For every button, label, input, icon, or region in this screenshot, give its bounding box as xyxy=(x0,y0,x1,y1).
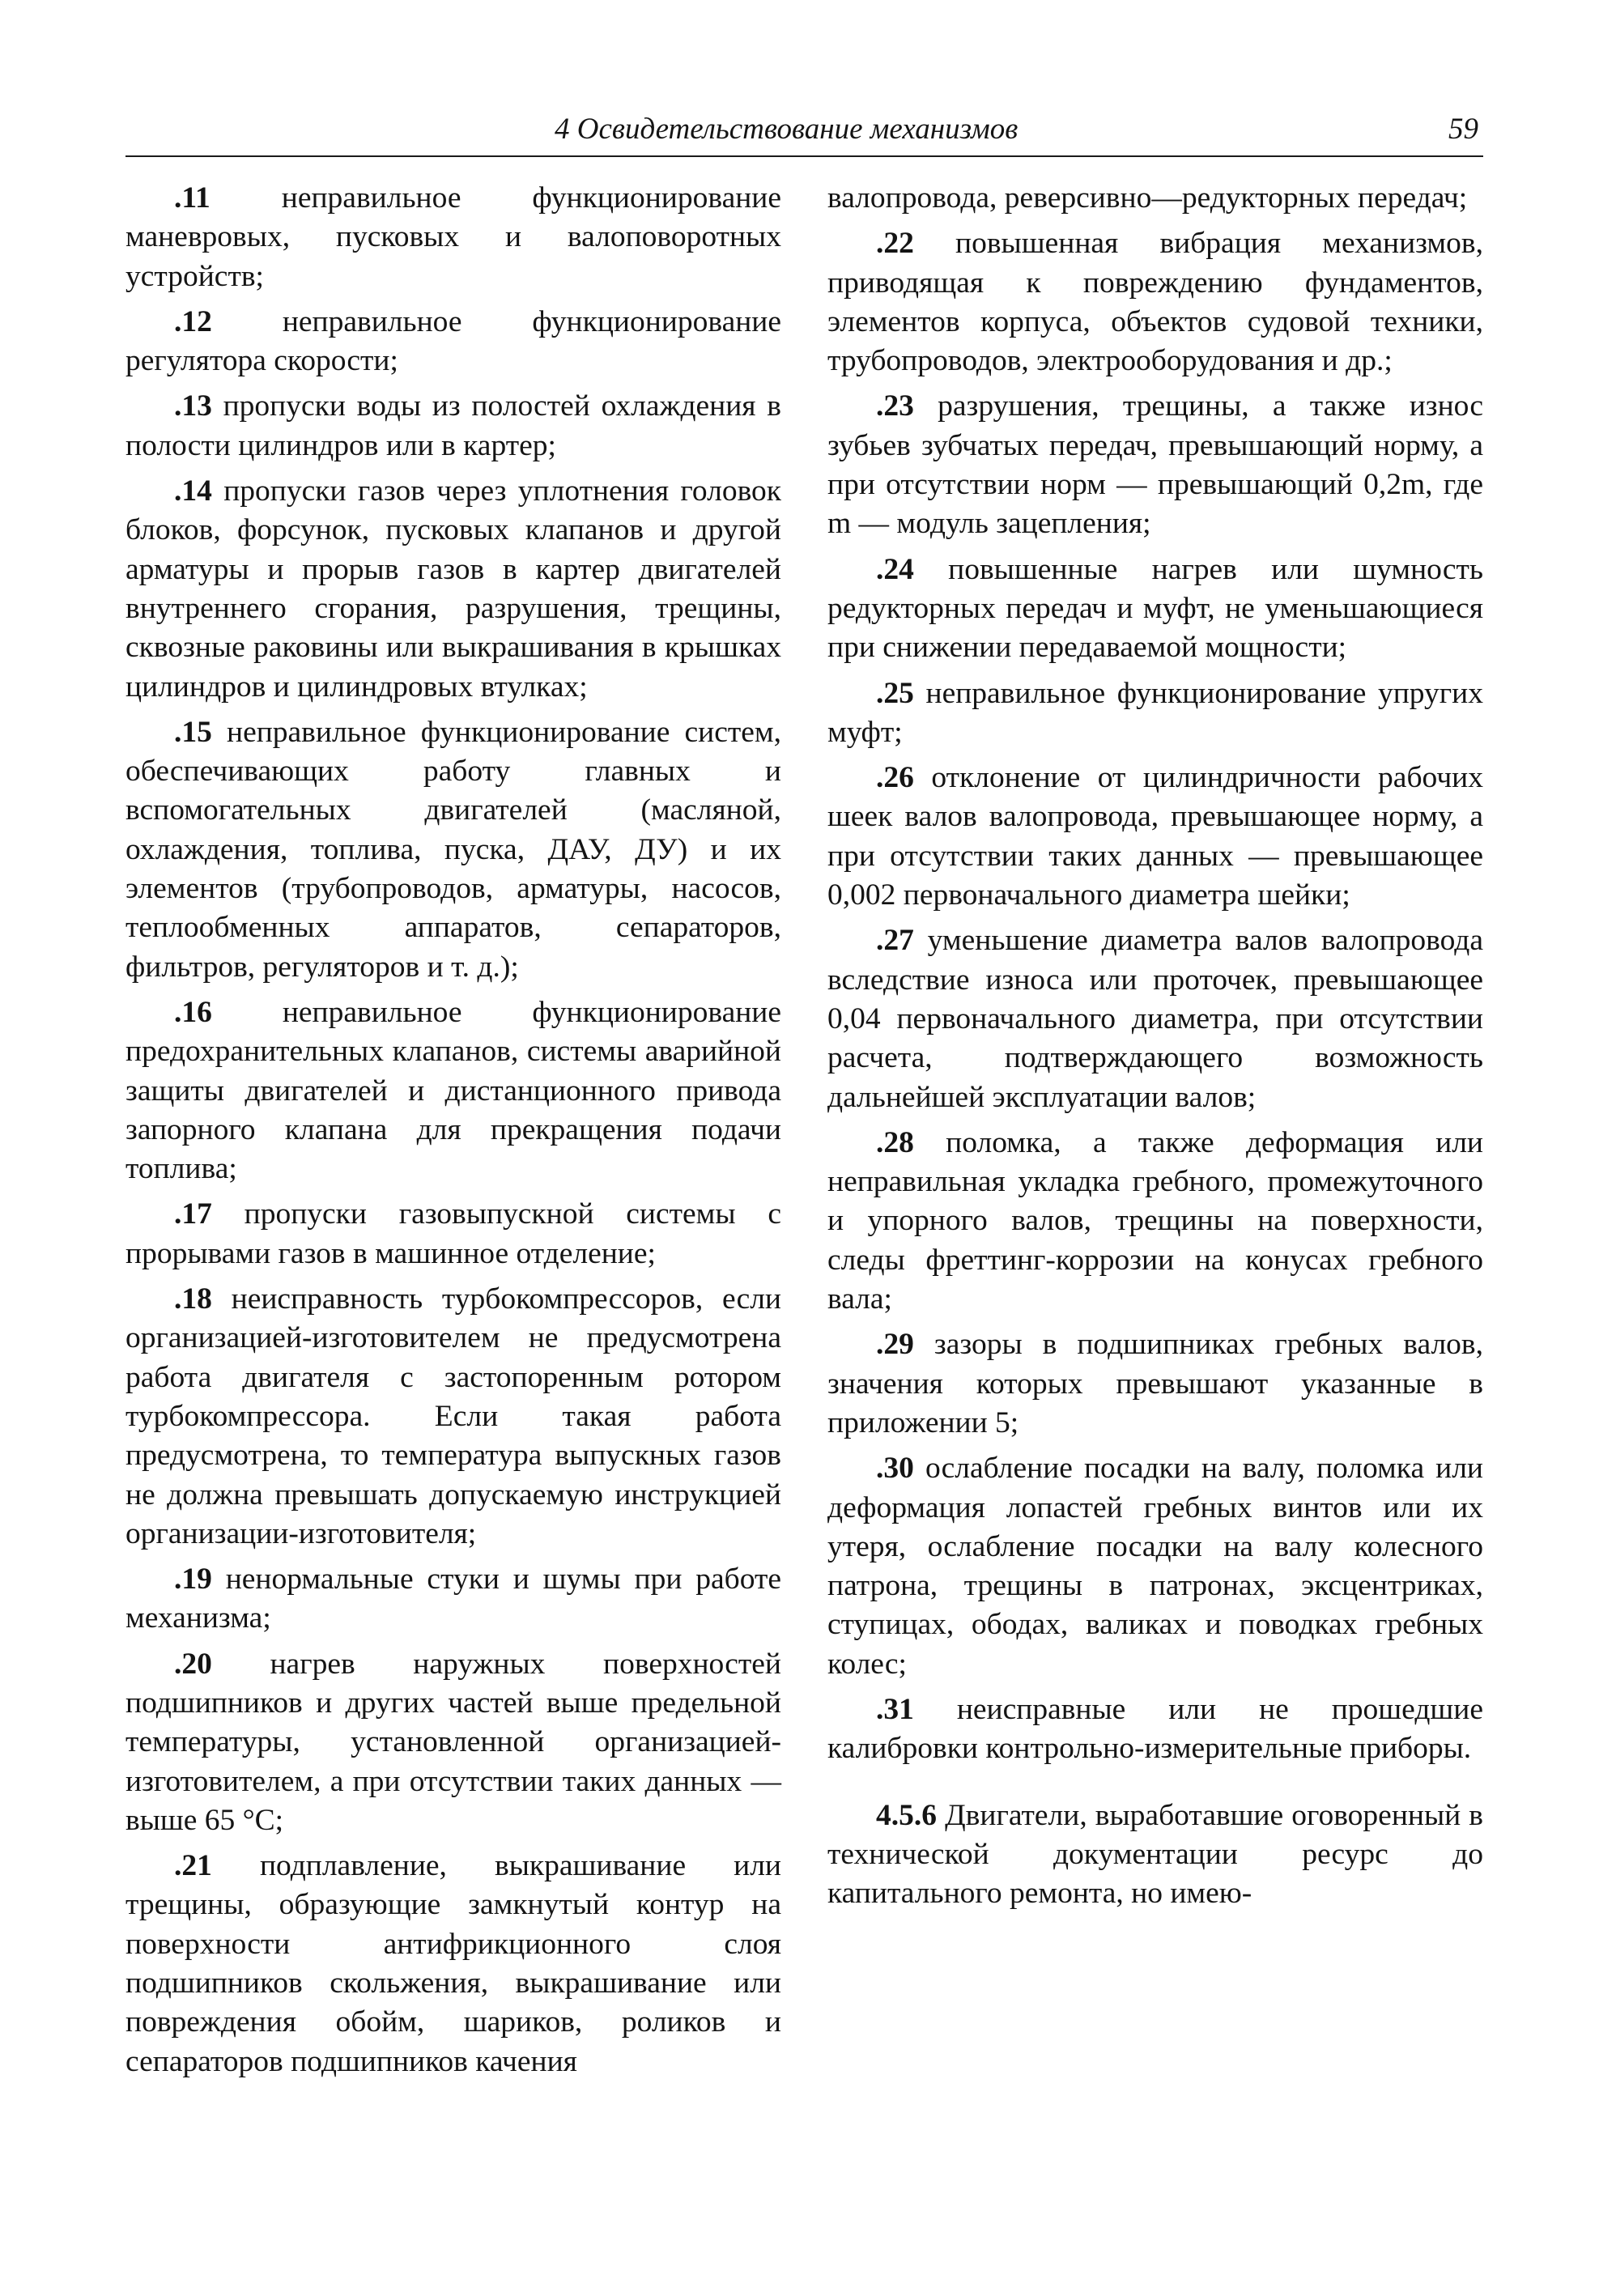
item-number: .18 xyxy=(174,1282,212,1316)
item-text: поломка, а также деформация или неправильная укладка гребного, промежуточного и упорного валов, трещины на поверхности, следы фреттинг-коррозии на конусах гребного вала; xyxy=(827,1125,1483,1316)
list-item xyxy=(827,224,1483,381)
item-number: .14 xyxy=(174,474,212,508)
item-number: .11 xyxy=(174,181,211,215)
item-text: неправильное функционирование систем, обеспечивающих работу главных и вспомогательных двигателей (масляной, охлаждения, топлива, пуска, ДАУ, ДУ) и их элементов (трубопроводов, арматуры, насосов, теплообменных аппаратов, сепараторов, фильтров, регуляторов и т. д.); xyxy=(125,715,781,984)
list-item xyxy=(125,472,781,707)
section-text: Двигатели, выработавшие оговоренный в технической документации ресурс до капитального ремонта, но имею- xyxy=(827,1798,1484,1911)
item-number: .24 xyxy=(876,552,914,586)
running-header xyxy=(125,108,1483,157)
item-number: .31 xyxy=(876,1692,914,1726)
item-number: .23 xyxy=(876,389,914,423)
item-number: .19 xyxy=(174,1563,212,1597)
page-number: 59 xyxy=(1448,113,1478,146)
item-number: .30 xyxy=(876,1452,914,1486)
item-number: .25 xyxy=(876,676,914,710)
item-text: разрушения, трещины, а также износ зубьев зубчатых передач, превышающий норму, а при отсутствии норм — превышающий 0,2m, где m — модуль зацепления; xyxy=(827,389,1484,541)
item-number: .12 xyxy=(174,304,212,338)
item-text: отклонение от цилиндричности рабочих шеек валов валопровода, превышающее норму, а при отсутствии таких данных — превышающее 0,002 первоначального диаметра шейки; xyxy=(827,761,1483,912)
item-number: .22 xyxy=(876,227,914,261)
item-number: .26 xyxy=(876,761,914,795)
list-item xyxy=(125,1280,781,1554)
item-text: подплавление, выкрашивание или трещины, образующие замкнутый контур на поверхности антифрикционного слоя подшипников скольжения, выкрашивание или повреждения обойм, шариков, роликов и сепараторов подшипников качения xyxy=(125,1849,782,2078)
item-text: повышенные нагрев или шумность редукторных передач и муфт, не уменьшающиеся при снижении передаваемой мощности; xyxy=(827,552,1483,665)
list-item xyxy=(827,921,1483,1116)
item-number: .20 xyxy=(174,1647,212,1681)
list-item xyxy=(827,674,1483,753)
item-text: пропуски газов через уплотнения головок блоков, форсунок, пусковых клапанов и другой арматуры и прорыв газов в картер двигателей внутреннего сгорания, разрушения, трещины, сквозные раковины или выкрашивания в крышках цилиндров и цилиндровых втулках; xyxy=(125,474,782,704)
list-item xyxy=(125,1560,781,1639)
item-text: ненормальные стуки и шумы при работе механизма; xyxy=(125,1563,782,1635)
continuation-text: валопровода, реверсивно—редукторных передач; xyxy=(827,181,1468,215)
list-item xyxy=(125,303,781,381)
item-number: .13 xyxy=(174,389,212,423)
list-item xyxy=(125,713,781,987)
item-number: .15 xyxy=(174,715,212,749)
list-item xyxy=(125,387,781,466)
left-column xyxy=(125,179,781,2088)
item-text: пропуски газовыпускной системы с прорывами газов в машинное отделение; xyxy=(125,1197,781,1270)
chapter-title: 4 Освидетельствование механизмов xyxy=(555,113,1019,146)
item-text: уменьшение диаметра валов валопровода вследствие износа или проточек, превышающее 0,04 первоначального диаметра, при отсутствии расчета, подтверждающего возможность дальнейшей эксплуатации валов; xyxy=(827,924,1483,1114)
item-text: ослабление посадки на валу, поломка или деформация лопастей гребных винтов или их утеря, ослабление посадки на валу колесного патрона, трещины в патронах, эксцентриках, ступицах, ободах, валиках и поводках гребных колес; xyxy=(827,1452,1483,1681)
item-number: .27 xyxy=(876,924,914,958)
item-text: неправильное функционирование регулятора скорости; xyxy=(125,304,781,378)
list-item xyxy=(125,993,781,1188)
list-item xyxy=(827,759,1483,915)
item-number: .17 xyxy=(174,1197,212,1231)
item-number: .29 xyxy=(876,1328,914,1362)
list-item xyxy=(827,1124,1483,1319)
item-text: зазоры в подшипниках гребных валов, значения которых превышают указанные в приложении 5; xyxy=(827,1328,1483,1439)
item-number: .28 xyxy=(876,1125,914,1159)
list-item xyxy=(827,1449,1483,1684)
section-number: 4.5.6 xyxy=(876,1798,937,1832)
item-text: неправильное функционирование предохранительных клапанов, системы аварийной защиты двигателей и дистанционного привода запорного клапана для прекращения подачи топлива; xyxy=(125,995,781,1186)
item-text: неисправность турбокомпрессоров, если организацией-изготовителем не предусмотрена работа двигателя с застопоренным ротором турбокомпрессора. Если такая работа предусмотрена, то температура выпускных газов не должна превышать допускаемую инструкцией организации-изготовителя; xyxy=(125,1282,782,1550)
list-item xyxy=(125,1195,781,1273)
list-item xyxy=(125,1847,781,2081)
list-item xyxy=(125,179,781,296)
right-column xyxy=(827,179,1483,1913)
list-item xyxy=(827,1325,1483,1443)
item-number: .16 xyxy=(174,995,212,1029)
item-text: неисправные или не прошедшие калибровки контрольно-измерительные приборы. xyxy=(827,1692,1484,1766)
item-text: пропуски воды из полостей охлаждения в полости цилиндров или в картер; xyxy=(125,389,781,462)
list-item xyxy=(827,1690,1483,1769)
list-item xyxy=(827,551,1483,668)
list-item xyxy=(827,387,1483,543)
section-paragraph xyxy=(827,1796,1483,1914)
item-text: неправильное функционирование маневровых, пусковых и валоповоротных устройств; xyxy=(125,181,781,293)
item-text: неправильное функционирование упругих муфт; xyxy=(827,676,1484,749)
item-text: повышенная вибрация механизмов, приводящая к повреждению фундаментов, элементов корпуса, объектов судовой техники, трубопроводов, электрооборудования и др.; xyxy=(827,227,1483,378)
list-item xyxy=(125,1645,781,1840)
item-text: нагрев наружных поверхностей подшипников и других частей выше предельной температуры, установленной организацией-изготовителем, а при отсутствии таких данных — выше 65 °С; xyxy=(125,1647,781,1837)
item-number: .21 xyxy=(174,1849,212,1883)
